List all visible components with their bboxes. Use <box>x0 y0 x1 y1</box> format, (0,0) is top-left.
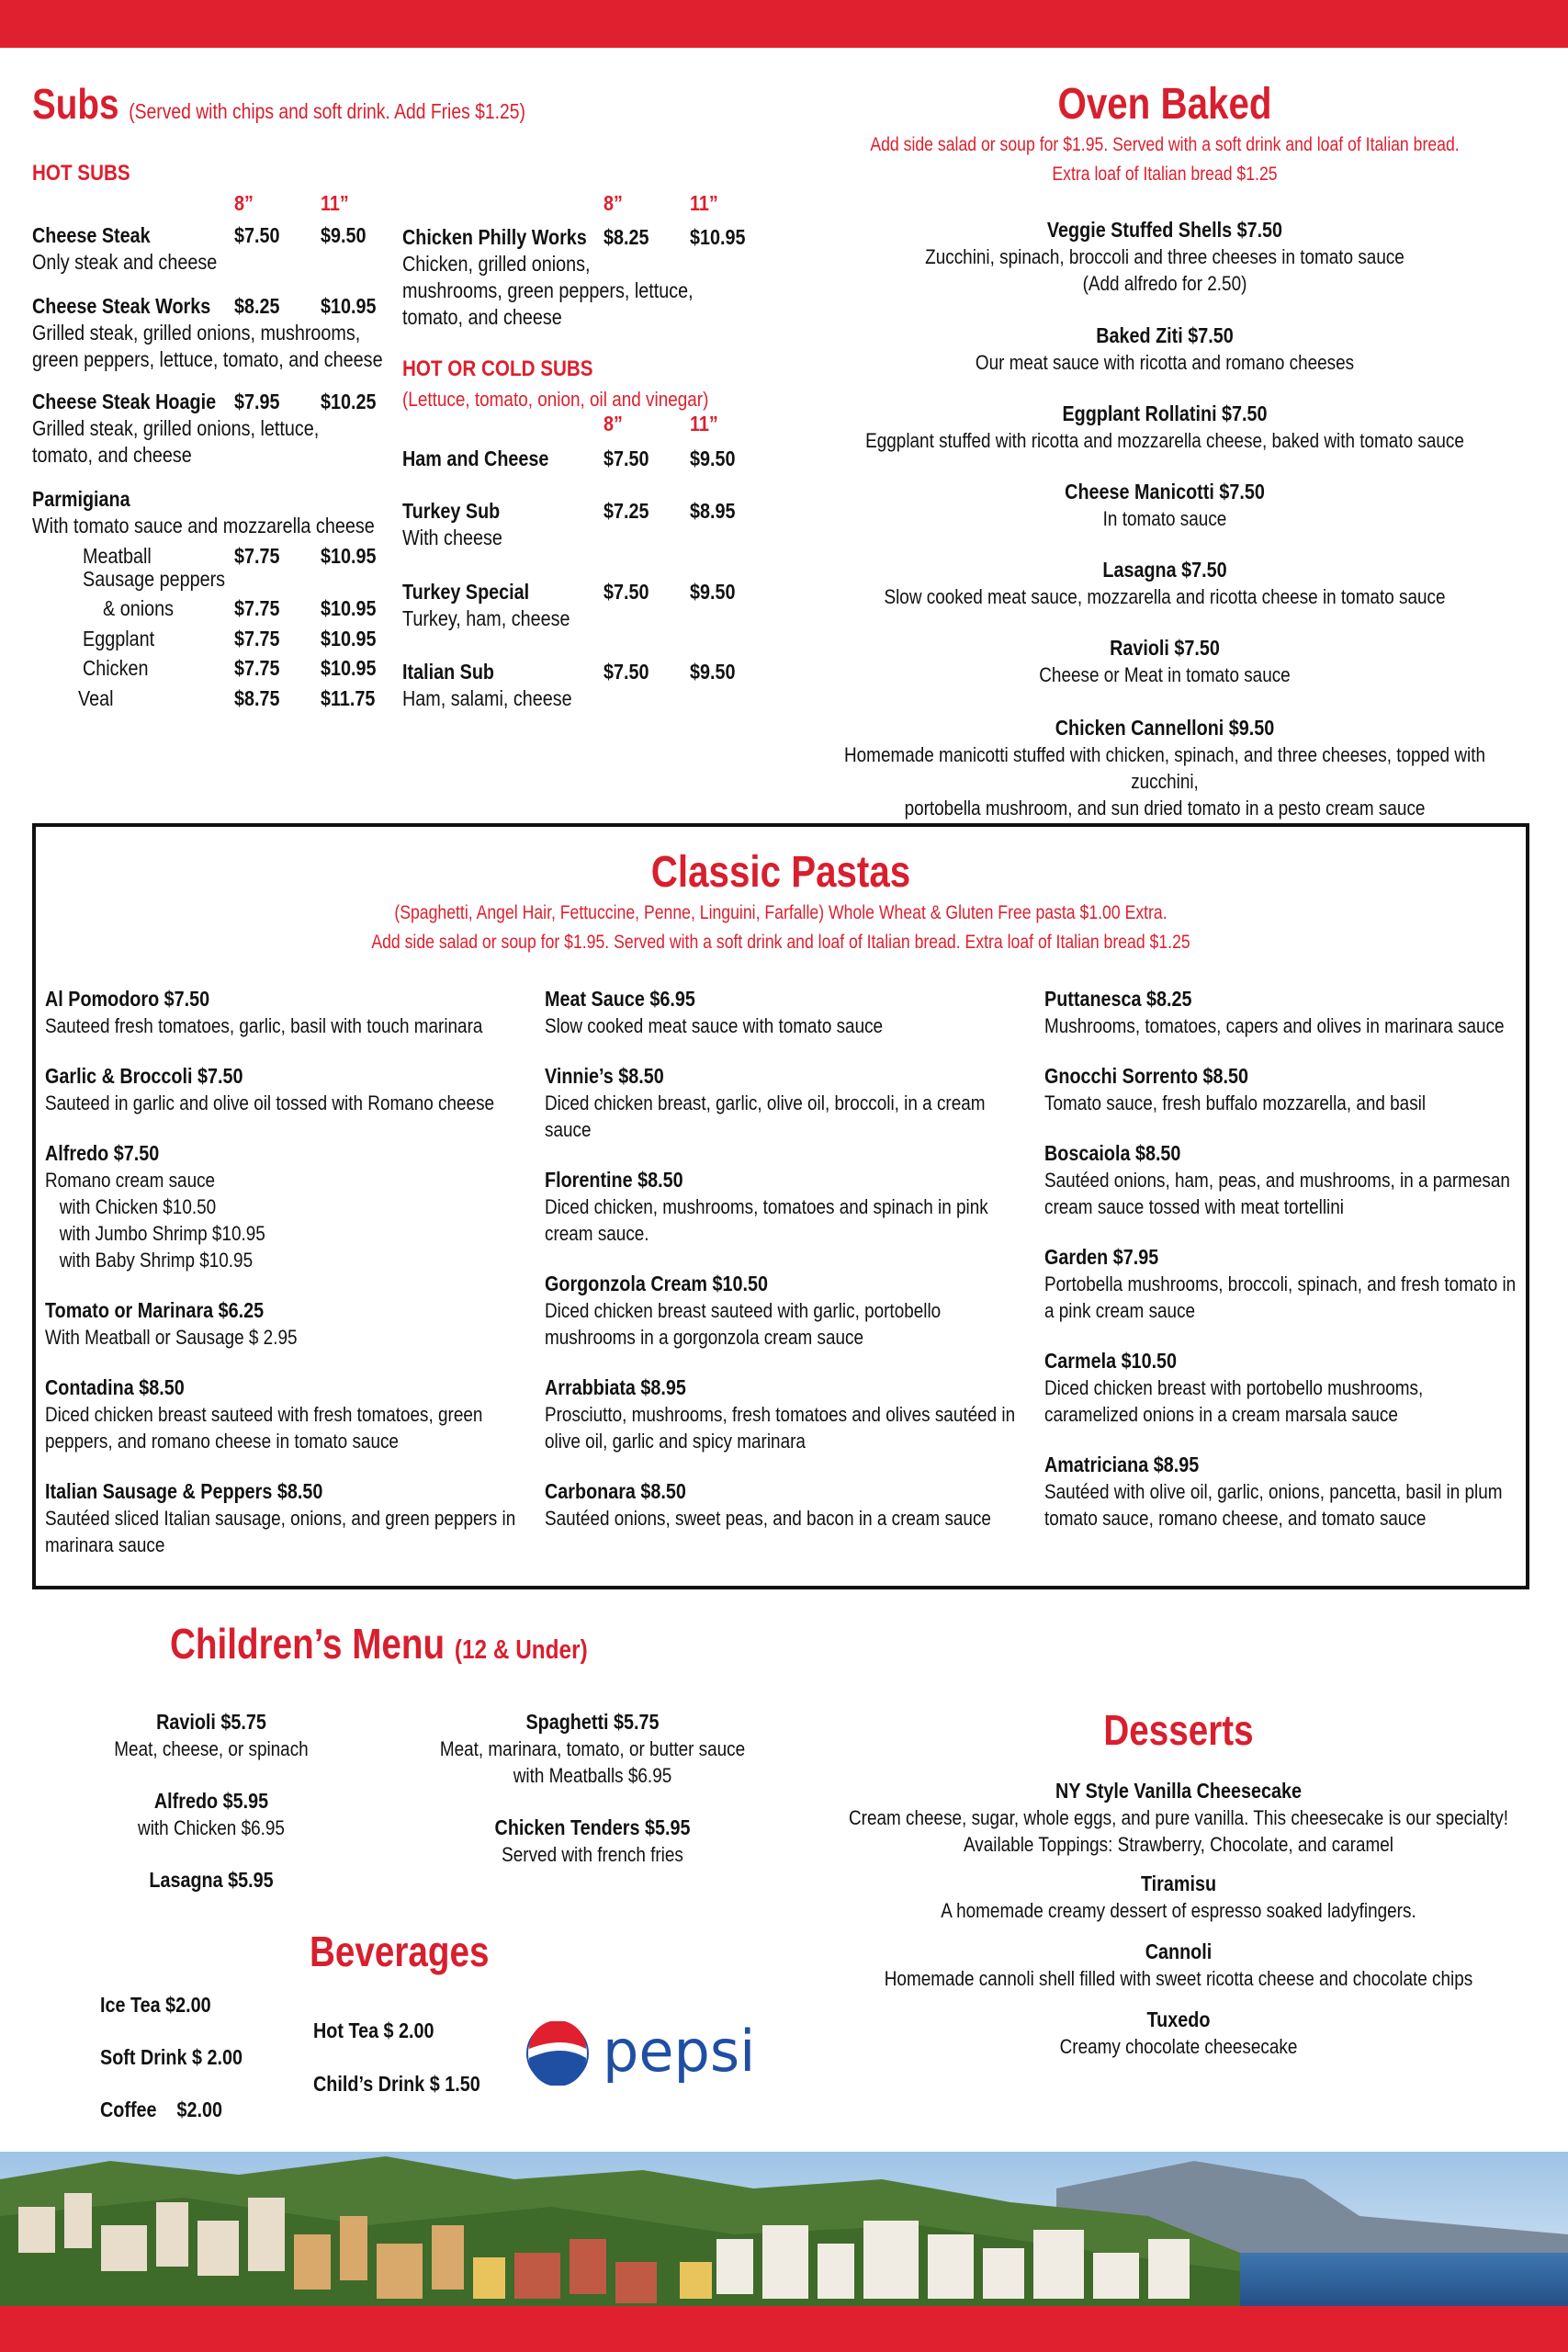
pasta-item-name: Al Pomodoro $7.50 <box>45 987 210 1011</box>
oven-item <box>751 715 1568 821</box>
pasta-item-name: Arrabbiata $8.95 <box>545 1375 686 1399</box>
pasta-item-name: Boscaiola $8.50 <box>1044 1141 1181 1165</box>
parm-item: Eggplant <box>83 627 155 650</box>
pepsi-wordmark: pepsi <box>603 2018 756 2085</box>
dessert-item <box>765 1871 1568 1924</box>
oven-item <box>797 217 1532 297</box>
pasta-item-name: Florentine $8.50 <box>545 1168 683 1192</box>
kids-item <box>409 1709 776 1789</box>
beverages-header <box>310 1927 524 1976</box>
pasta-item-name: Amatriciana $8.95 <box>1044 1453 1200 1476</box>
subs-header <box>32 79 619 136</box>
coastal-scene-image <box>0 2152 1568 2306</box>
pasta-item-desc: Sauteed in garlic and olive oil tossed with Romano cheese <box>45 1091 495 1114</box>
sub-name: Cheese Steak Hoagie <box>32 390 217 413</box>
beverages-title: Beverages <box>310 1928 490 1975</box>
oven-item-desc: Slow cooked meat sauce, mozzarella and ricotta cheese in tomato sauce <box>884 585 1446 608</box>
oven-item-desc: In tomato sauce <box>1102 507 1227 530</box>
kids-item <box>28 1709 395 1762</box>
kids-item-desc: with Meatballs $6.95 <box>513 1764 672 1787</box>
dessert-name: Tuxedo <box>1146 2007 1211 2031</box>
kids-item <box>28 1788 395 1841</box>
pasta-item-name: Carmela $10.50 <box>1044 1349 1178 1373</box>
oven-item <box>797 322 1532 376</box>
classic-pastas-note: Add side salad or soup for $1.95. Served with a soft drink and loaf of Italian bread. Extra loaf of Italian bread $1.25 <box>371 932 1190 953</box>
size-8-label: 8” <box>234 191 254 215</box>
bottom-red-bar <box>0 2306 1568 2352</box>
pasta-item-name: Puttanesca $8.25 <box>1044 987 1192 1011</box>
kids-item-desc: Meat, cheese, or spinach <box>114 1737 309 1760</box>
pasta-item <box>1044 1063 1558 1116</box>
sub-price-11: $10.95 <box>321 294 377 318</box>
sub-price-11: $10.25 <box>321 390 377 413</box>
parm-price-8: $7.75 <box>234 627 280 650</box>
dessert-item <box>765 2007 1568 2060</box>
sub-desc: With cheese <box>402 526 502 549</box>
pasta-item-name: Contadina $8.50 <box>45 1375 185 1399</box>
pasta-item-desc: Sautéed onions, sweet peas, and bacon in a cream sauce <box>545 1507 991 1530</box>
oven-item-desc: Cheese or Meat in tomato sauce <box>1039 663 1291 686</box>
pasta-item-desc: caramelized onions in a cream marsala sauce <box>1044 1403 1398 1426</box>
parm-price-11: $10.95 <box>321 627 377 650</box>
sub-name: Turkey Sub <box>402 499 501 523</box>
sub-name: Ham and Cheese <box>402 447 549 470</box>
kids-item-name: Spaghetti $5.75 <box>525 1710 660 1734</box>
beverage-item: Child’s Drink $ 1.50 <box>313 2072 480 2096</box>
pasta-item <box>1044 1244 1558 1324</box>
oven-item-name: Chicken Cannelloni $9.50 <box>1055 716 1275 740</box>
pasta-item-desc: peppers, and romano cheese in tomato sauce <box>45 1430 399 1453</box>
sub-name: Turkey Special <box>402 580 530 604</box>
parm-item: Meatball <box>83 544 152 568</box>
pasta-item-desc: Diced chicken breast, garlic, olive oil, broccoli, in a cream <box>545 1091 986 1114</box>
parm-price-8: $7.75 <box>234 596 280 620</box>
pasta-item-desc: Diced chicken breast with portobello mushrooms, <box>1044 1376 1424 1399</box>
pasta-item-name: Gorgonzola Cream $10.50 <box>545 1272 768 1295</box>
pasta-item <box>545 1374 1058 1454</box>
oven-item-name: Eggplant Rollatini $7.50 <box>1062 401 1268 425</box>
parm-price-8: $7.75 <box>234 544 280 568</box>
beverage-item: Coffee $2.00 <box>100 2098 223 2121</box>
pasta-item-desc: with Baby Shrimp $10.95 <box>45 1249 254 1272</box>
pasta-item <box>1044 1140 1558 1220</box>
dessert-desc: Cream cheese, sugar, whole eggs, and pure vanilla. This cheesecake is our specialty! <box>849 1806 1508 1829</box>
pasta-item-desc: Mushrooms, tomatoes, capers and olives in marinara sauce <box>1044 1014 1505 1037</box>
pasta-item-desc: With Meatball or Sausage $ 2.95 <box>45 1326 298 1349</box>
parm-price-11: $11.75 <box>321 686 376 710</box>
pasta-item-desc: Diced chicken, mushrooms, tomatoes and spinach in pink <box>545 1195 988 1218</box>
oven-item-desc: Our meat sauce with ricotta and romano cheeses <box>975 351 1355 374</box>
subs-note: (Served with chips and soft drink. Add Fries $1.25) <box>129 99 525 123</box>
size-8-label: 8” <box>604 191 623 215</box>
hot-subs-heading: HOT SUBS <box>32 161 130 186</box>
pasta-item <box>45 1374 558 1454</box>
kids-item <box>28 1867 395 1894</box>
pasta-item <box>45 1478 558 1558</box>
dessert-desc: Creamy chocolate cheesecake <box>1059 2035 1298 2058</box>
pasta-item-desc: olive oil, garlic and spicy marinara <box>545 1430 806 1453</box>
classic-pastas-title: Classic Pastas <box>650 848 911 897</box>
desserts-header <box>811 1705 1546 1755</box>
coastal-town-photo <box>0 2152 1568 2306</box>
pasta-item-desc: Tomato sauce, fresh buffalo mozzarella, and basil <box>1044 1091 1427 1114</box>
sub-desc: Ham, salami, cheese <box>402 686 572 710</box>
oven-baked-note: Extra loaf of Italian bread $1.25 <box>1052 164 1278 185</box>
pasta-column-3 <box>1044 986 1568 1555</box>
pasta-item-desc: Diced chicken breast sauteed with fresh tomatoes, green <box>45 1403 483 1426</box>
oven-item-desc: Eggplant stuffed with ricotta and mozzarella cheese, baked with tomato sauce <box>865 429 1464 452</box>
childrens-menu-title: Children’s Menu <box>170 1620 446 1668</box>
sub-name: Chicken Philly Works <box>402 225 587 249</box>
pasta-item-desc: Prosciutto, mushrooms, fresh tomatoes and olives sautéed in <box>545 1403 1016 1426</box>
sub-desc: Only steak and cheese <box>32 250 218 274</box>
top-red-bar <box>0 0 1568 48</box>
pasta-item <box>45 986 558 1039</box>
dessert-item <box>765 1939 1568 1992</box>
sub-price-8: $7.25 <box>604 499 649 523</box>
oven-item <box>797 557 1532 610</box>
oven-baked-title: Oven Baked <box>1057 80 1272 129</box>
parm-price-11: $10.95 <box>321 596 377 620</box>
parm-item: Chicken <box>83 656 149 680</box>
parm-price-8: $7.75 <box>234 656 280 680</box>
sub-name: Cheese Steak <box>32 223 151 247</box>
sub-price-11: $9.50 <box>690 580 736 604</box>
pasta-item <box>1044 1452 1558 1532</box>
parm-price-8: $8.75 <box>234 686 280 710</box>
pasta-item-desc: Slow cooked meat sauce with tomato sauce <box>545 1014 884 1037</box>
pasta-item-name: Tomato or Marinara $6.25 <box>45 1298 265 1322</box>
sub-desc: Turkey, ham, cheese <box>402 606 570 630</box>
pasta-column-1 <box>45 986 596 1582</box>
sub-name: Italian Sub <box>402 660 495 684</box>
oven-item-name: Veggie Stuffed Shells $7.50 <box>1046 218 1283 242</box>
oven-item <box>797 479 1532 532</box>
kids-item <box>409 1815 776 1868</box>
sub-price-11: $8.95 <box>690 499 736 523</box>
oven-item-name: Baked Ziti $7.50 <box>1096 323 1234 347</box>
parm-item: Veal <box>78 686 114 710</box>
pasta-item-name: Carbonara $8.50 <box>545 1479 686 1503</box>
desserts-title: Desserts <box>1103 1706 1254 1754</box>
oven-item-name: Ravioli $7.50 <box>1110 636 1220 660</box>
beverage-item: Hot Tea $ 2.00 <box>313 2018 434 2042</box>
oven-item-desc: Zucchini, spinach, broccoli and three cheeses in tomato sauce <box>925 245 1404 268</box>
kids-item-desc: Served with french fries <box>502 1843 683 1866</box>
sub-desc: tomato, and cheese <box>32 443 192 467</box>
size-8-label: 8” <box>604 412 623 435</box>
beverage-item: Ice Tea $2.00 <box>100 1993 211 2017</box>
sub-price-8: $8.25 <box>604 225 649 249</box>
parm-price-11: $10.95 <box>321 656 377 680</box>
parm-price-11: $10.95 <box>321 544 377 568</box>
kids-item-name: Alfredo $5.95 <box>153 1789 269 1813</box>
oven-baked-note: Add side salad or soup for $1.95. Served with a soft drink and loaf of Italian bread. <box>870 134 1460 155</box>
childrens-menu-age: (12 & Under) <box>454 1635 588 1665</box>
sub-desc: Chicken, grilled onions, <box>402 252 591 276</box>
sub-desc: tomato, and cheese <box>402 305 562 329</box>
sub-price-8: $7.50 <box>604 660 649 684</box>
pasta-item <box>545 986 1058 1039</box>
pasta-item <box>545 1478 1058 1532</box>
oven-item-desc: (Add alfredo for 2.50) <box>1082 272 1247 295</box>
pasta-item <box>45 1140 558 1273</box>
beverage-item: Soft Drink $ 2.00 <box>100 2045 243 2069</box>
classic-pastas-header <box>32 847 1529 957</box>
parmigiana-desc: With tomato sauce and mozzarella cheese <box>32 514 375 537</box>
pasta-item-name: Garden $7.95 <box>1044 1245 1159 1269</box>
pasta-item <box>1044 1348 1558 1428</box>
kids-item-name: Chicken Tenders $5.95 <box>494 1815 691 1839</box>
dessert-name: NY Style Vanilla Cheesecake <box>1055 1779 1302 1803</box>
pasta-item-desc: tomato sauce, romano cheese, and tomato sauce <box>1044 1507 1427 1530</box>
dessert-item <box>765 1778 1568 1858</box>
pasta-item-name: Meat Sauce $6.95 <box>545 987 695 1011</box>
sub-desc: green peppers, lettuce, tomato, and cheese <box>32 347 383 371</box>
pepsi-globe-icon <box>525 2021 590 2086</box>
sub-desc: mushrooms, green peppers, lettuce, <box>402 278 694 302</box>
pasta-item-desc: sauce <box>545 1118 592 1141</box>
dessert-name: Cannoli <box>1145 1939 1213 1963</box>
size-11-label: 11” <box>321 191 349 215</box>
sub-price-8: $7.50 <box>604 447 649 470</box>
kids-item-desc: Meat, marinara, tomato, or butter sauce <box>439 1737 746 1760</box>
hot-cold-note: (Lettuce, tomato, onion, oil and vinegar) <box>402 388 709 411</box>
pasta-item-desc: marinara sauce <box>45 1533 165 1556</box>
oven-item-desc: Homemade manicotti stuffed with chicken, spinach, and three cheeses, topped with zucchini, <box>844 743 1485 793</box>
dessert-name: Tiramisu <box>1140 1871 1217 1895</box>
parmigiana-name: Parmigiana <box>32 487 130 511</box>
pasta-item-name: Gnocchi Sorrento $8.50 <box>1044 1064 1249 1088</box>
pasta-item-desc: with Jumbo Shrimp $10.95 <box>45 1222 265 1245</box>
pasta-item-desc: cream sauce. <box>545 1222 649 1245</box>
pasta-item-name: Garlic & Broccoli $7.50 <box>45 1064 243 1088</box>
parm-item: Sausage peppers <box>83 567 226 591</box>
pasta-item-desc: Sautéed onions, ham, peas, and mushrooms, in a parmesan <box>1044 1169 1510 1192</box>
pasta-item-name: Vinnie’s $8.50 <box>545 1064 664 1088</box>
hot-cold-heading: HOT OR COLD SUBS <box>402 356 593 381</box>
pasta-item-desc: Sauteed fresh tomatoes, garlic, basil with touch marinara <box>45 1014 483 1037</box>
sub-desc: Grilled steak, grilled onions, mushrooms, <box>32 321 361 345</box>
kids-item-name: Lasagna $5.95 <box>149 1868 274 1892</box>
pasta-item-desc: Portobella mushrooms, broccoli, spinach, and fresh tomato in <box>1044 1272 1517 1295</box>
oven-item-name: Lasagna $7.50 <box>1102 558 1227 582</box>
subs-title: Subs <box>32 80 119 128</box>
dessert-desc: Available Toppings: Strawberry, Chocolate, and caramel <box>963 1833 1394 1856</box>
pasta-item <box>545 1271 1058 1351</box>
oven-item <box>797 635 1532 688</box>
dessert-desc: A homemade creamy dessert of espresso soaked ladyfingers. <box>941 1899 1416 1922</box>
dessert-desc: Homemade cannoli shell filled with sweet ricotta cheese and chocolate chips <box>884 1967 1473 1990</box>
sub-price-11: $9.50 <box>321 223 367 247</box>
kids-item-name: Ravioli $5.75 <box>156 1710 266 1734</box>
pasta-item-name: Alfredo $7.50 <box>45 1141 160 1165</box>
oven-item <box>797 401 1532 454</box>
pasta-item-desc: a pink cream sauce <box>1044 1299 1196 1322</box>
pasta-item-desc: cream sauce tossed with meat tortellini <box>1044 1195 1344 1218</box>
size-11-label: 11” <box>690 191 718 215</box>
pasta-item <box>45 1063 558 1116</box>
classic-pastas-note: (Spaghetti, Angel Hair, Fettuccine, Penne, Linguini, Farfalle) Whole Wheat & Gluten Free pasta $1.00 Extra. <box>394 902 1168 923</box>
pasta-item <box>545 1063 1058 1143</box>
sub-price-11: $9.50 <box>690 660 736 684</box>
pasta-item <box>545 1167 1058 1247</box>
pasta-item-desc: Sautéed sliced Italian sausage, onions, and green peppers in <box>45 1507 516 1530</box>
oven-item-name: Cheese Manicotti $7.50 <box>1065 480 1265 503</box>
sub-name: Cheese Steak Works <box>32 294 211 318</box>
pasta-item-desc: Diced chicken breast sauteed with garlic, portobello <box>545 1299 942 1322</box>
oven-baked-section <box>797 79 1532 189</box>
pasta-item-desc: with Chicken $10.50 <box>45 1195 217 1218</box>
pasta-item <box>1044 986 1558 1039</box>
pasta-item-desc: Sautéed with olive oil, garlic, onions, pancetta, basil in plum <box>1044 1480 1503 1503</box>
pasta-column-2 <box>545 986 1096 1555</box>
sub-price-8: $7.50 <box>604 580 649 604</box>
sub-price-8: $7.50 <box>234 223 280 247</box>
sub-price-8: $8.25 <box>234 294 280 318</box>
pepsi-logo <box>525 2018 764 2086</box>
kids-item-desc: with Chicken $6.95 <box>138 1816 285 1839</box>
parm-item: & onions <box>103 596 174 620</box>
pasta-item-desc: Romano cream sauce <box>45 1169 216 1192</box>
sub-price-11: $10.95 <box>690 225 746 249</box>
sub-price-8: $7.95 <box>234 390 280 413</box>
size-11-label: 11” <box>690 412 718 435</box>
pasta-item-name: Italian Sausage & Peppers $8.50 <box>45 1479 323 1503</box>
childrens-menu-header <box>170 1619 667 1675</box>
pasta-item-desc: mushrooms in a gorgonzola cream sauce <box>545 1326 864 1349</box>
pasta-item <box>45 1297 558 1351</box>
sub-desc: Grilled steak, grilled onions, lettuce, <box>32 416 320 440</box>
sub-price-11: $9.50 <box>690 447 736 470</box>
oven-item-desc: portobella mushroom, and sun dried tomato in a pesto cream sauce <box>904 797 1426 820</box>
